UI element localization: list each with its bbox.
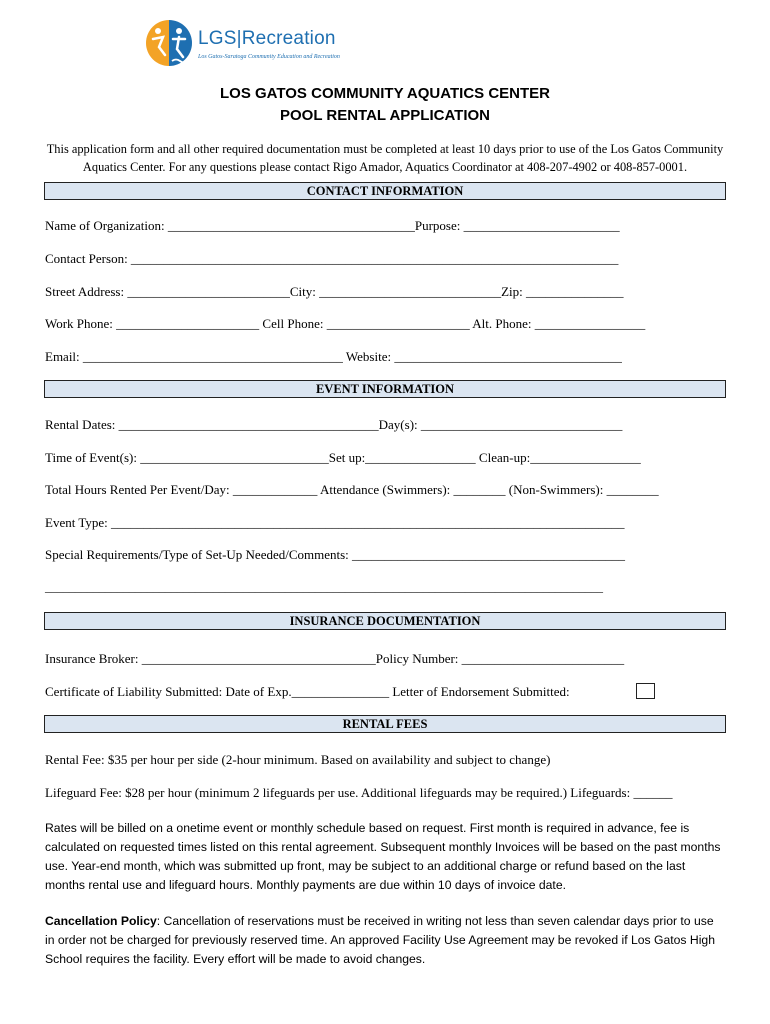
certificate-of-liability-field[interactable]: Certificate of Liability Submitted: Date of Exp._______________ Letter of Endorsement Submitted: bbox=[45, 684, 570, 699]
special-requirements-field[interactable]: Special Requirements/Type of Set-Up Needed/Comments: __________________________________________ bbox=[45, 547, 626, 562]
cancellation-policy-label: Cancellation Policy bbox=[45, 914, 157, 928]
intro-text: This application form and all other required documentation must be completed at least 10 days prior to use of the Los Gatos Community Aquatics Center. For any questions please contact Rigo Amador, Aquatics Coordinator at 408-207-4902 or 408-857-0001. bbox=[46, 142, 724, 174]
lifeguard-fee-text[interactable]: Lifeguard Fee: $28 per hour (minimum 2 lifeguards per use. Additional lifeguards may be required.) Lifeguards: ______ bbox=[45, 785, 673, 800]
event-type-field[interactable]: Event Type: _______________________________________________________________________________ bbox=[45, 515, 625, 530]
logo-tagline: Los Gatos-Saratoga Community Education and Recreation bbox=[198, 54, 340, 60]
page-title: LOS GATOS COMMUNITY AQUATICS CENTER bbox=[219, 85, 550, 102]
organization-purpose-field[interactable]: Name of Organization: ______________________________________Purpose: ________________________ bbox=[45, 218, 620, 233]
contact-person-field[interactable]: Contact Person: ___________________________________________________________________________ bbox=[45, 251, 619, 266]
cancellation-policy-text: : Cancellation of reservations must be received in writing not less than seven calendar days prior to use in order not be charged for previously reserved time. An approved Facility Use Agreement may be revoked if Los Gatos High School requires the facility. Every effort will be made to avoid changes. bbox=[45, 914, 715, 966]
time-of-event-field[interactable]: Time of Event(s): _____________________________Set up:_________________ Clean-up:_________________ bbox=[45, 450, 641, 465]
rental-dates-field[interactable]: Rental Dates: ________________________________________Day(s): _______________________________ bbox=[45, 417, 623, 432]
letter-of-endorsement-checkbox[interactable] bbox=[636, 683, 655, 699]
event-section-heading: EVENT INFORMATION bbox=[44, 380, 726, 398]
phone-fields[interactable]: Work Phone: ______________________ Cell Phone: ______________________ Alt. Phone: _________________ bbox=[45, 316, 646, 331]
hours-attendance-field[interactable]: Total Hours Rented Per Event/Day: _____________ Attendance (Swimmers): ________ (Non-Swimmers): ________ bbox=[45, 482, 659, 497]
rental-fee-text: Rental Fee: $35 per hour per side (2-hour minimum. Based on availability and subject to change) bbox=[45, 752, 551, 767]
cancellation-policy-paragraph bbox=[45, 912, 725, 969]
rental-fees-section-heading: RENTAL FEES bbox=[44, 715, 726, 733]
rates-paragraph: Rates will be billed on a onetime event or monthly schedule based on request. First month is required in advance, fee is calculated on requested times listed on this rental agreement. Subsequent monthly Invoices will be based on the past months use. Year-end month, which was submitted up front, may be subject to an additional charge or refund based on the last months rental use and lifeguard hours. Monthly payments are due within 10 days of invoice date. bbox=[45, 821, 721, 892]
email-website-field[interactable]: Email: ________________________________________ Website: ___________________________________ bbox=[45, 349, 622, 364]
comments-blank-line[interactable]: _____________________________________________________________________________________________ bbox=[45, 580, 603, 594]
insurance-section-heading: INSURANCE DOCUMENTATION bbox=[44, 612, 726, 630]
page-subtitle: POOL RENTAL APPLICATION bbox=[279, 107, 490, 124]
lgs-recreation-logo bbox=[143, 17, 373, 72]
street-address-field[interactable]: Street Address: _________________________City: ____________________________Zip: _______________ bbox=[45, 284, 624, 299]
insurance-broker-field[interactable]: Insurance Broker: ____________________________________Policy Number: _________________________ bbox=[45, 651, 625, 666]
contact-section-heading: CONTACT INFORMATION bbox=[44, 182, 726, 200]
logo-wordmark: LGS|Recreation bbox=[198, 28, 336, 49]
logo-emblem-icon bbox=[143, 17, 195, 69]
